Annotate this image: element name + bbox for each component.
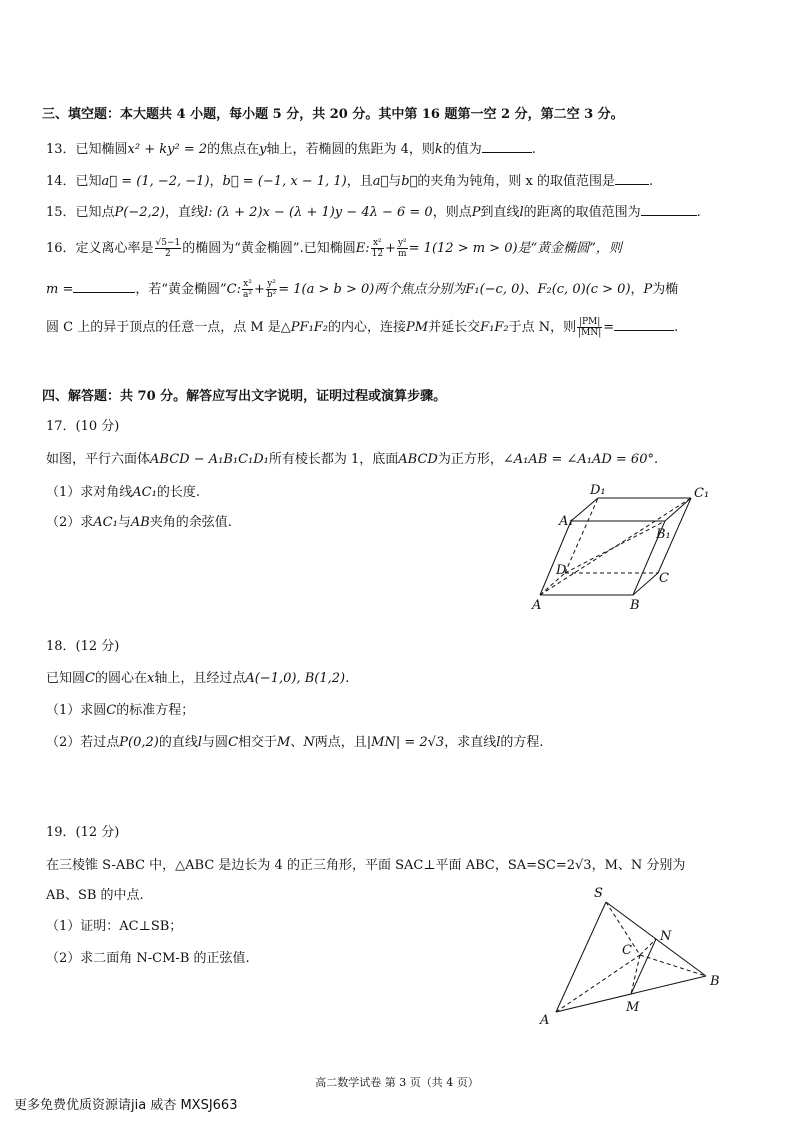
- label-B1: B₁: [656, 527, 671, 542]
- edge-CB-hidden: [640, 955, 706, 976]
- question-14: 14．已知a⃗ = (1, −2, −1)，b⃗ = (−1, x − 1, 1)，且a⃗与b⃗的夹角为钝角，则 x 的取值范围是 .: [46, 170, 653, 191]
- q18-text-a: 已知圆: [46, 671, 86, 686]
- q19-statement-line-1: 在三棱锥 S-ABC 中，△ABC 是边长为 4 的正三角形，平面 SAC⊥平面 ABC，SA=SC=2√3，M、N 分别为: [46, 858, 686, 873]
- q18-p2-c: 与圆: [202, 735, 229, 750]
- q18-p2-h: 的方程.: [500, 735, 544, 750]
- q16-text-f: 、: [524, 282, 538, 297]
- q14-a-ref: a⃗: [372, 174, 389, 189]
- q16-frac-xa-den: a²: [242, 290, 252, 300]
- q16-ratio-fraction: [577, 317, 602, 338]
- q15-answer-blank: [641, 201, 697, 216]
- q16-answer-blank-2: [614, 316, 674, 331]
- q13-text-c: 轴上，若椭圆的焦距为 4，则: [266, 142, 435, 157]
- q18-circle-c: C: [85, 671, 95, 686]
- q14-vector-a: a⃗ = (1, −2, −1): [101, 174, 210, 189]
- q15-text-c: ，则点: [432, 205, 472, 220]
- q16-focus-1: F₁(−c, 0): [465, 282, 525, 297]
- watermark-text: 更多免费优质资源请jia 威杏 MXSJ663: [14, 1098, 238, 1113]
- q16-ratio-den: |MN|: [578, 328, 602, 338]
- page-footer: 高二数学试卷 第 3 页（共 4 页）: [315, 1076, 479, 1089]
- label-A: A: [532, 598, 542, 613]
- q15-text-b: ，直线: [165, 205, 205, 220]
- q16-text-i: 圆 C 上的异于顶点的任意一点，点 M 是△: [46, 320, 291, 335]
- q13-y-axis: y: [259, 142, 267, 157]
- edge-A1D1: [571, 498, 598, 521]
- q18-statement: [46, 670, 349, 688]
- segment-CN-hidden: [640, 939, 656, 955]
- label-N: N: [660, 929, 672, 944]
- q16-text-e: = 1(a > b > 0)两个焦点分别为: [278, 282, 466, 297]
- q18-p1-a: （1）求圆: [46, 703, 107, 718]
- q16-frac-xa: [242, 279, 253, 300]
- q16-plus-2: +: [253, 282, 265, 297]
- q16-frac-y-den: m: [398, 249, 407, 259]
- q13-text-d: 的值为: [442, 142, 482, 157]
- label-D1: D₁: [590, 483, 606, 498]
- q16-text-a: 16．定义离心率是: [46, 241, 154, 256]
- q13-answer-blank: [482, 138, 532, 153]
- q19-statement-line-2: AB、SB 的中点.: [46, 888, 144, 903]
- q18-p2-f: 两点，且: [314, 735, 367, 750]
- q18-c-1: C: [106, 703, 117, 718]
- label-D: D: [556, 563, 567, 578]
- q16-answer-blank-1: [73, 278, 135, 293]
- edge-B1C1: [665, 498, 691, 521]
- q17-p2-b: 与: [117, 515, 131, 530]
- q16-frac-y: [397, 238, 408, 259]
- q17-p1-a: （1）求对角线: [46, 485, 133, 500]
- q18-p2-a: （2）若过点: [46, 735, 120, 750]
- q16-ellipse-e: E:: [355, 241, 370, 256]
- label-B: B: [630, 598, 640, 613]
- q17-p2-c: 夹角的余弦值.: [149, 515, 232, 530]
- q16-text-k: 并延长交: [428, 320, 481, 335]
- q14-text-d: 与: [388, 174, 402, 189]
- q18-text-b: 的圆心在: [94, 671, 147, 686]
- q17-text-a: 如图，平行六面体: [46, 452, 151, 467]
- q15-p-ref: P: [471, 205, 481, 220]
- q16-text-b: 的椭圆为“黄金椭圆”.已知椭圆: [182, 241, 356, 256]
- section-4-heading: 四、解答题：共 70 分。解答应写出文字说明，证明过程或演算步骤。: [42, 389, 447, 404]
- edge-AA1: [540, 521, 571, 595]
- q18-p2-b: 的直线: [158, 735, 198, 750]
- q19-title: 19．(12 分): [46, 825, 120, 840]
- q18-m: M: [277, 735, 291, 750]
- label-C: C: [622, 943, 632, 958]
- q18-part-2: [46, 734, 544, 752]
- q16-ecc-den: 2: [165, 249, 171, 259]
- q18-text-c: 轴上，且经过点: [154, 671, 246, 686]
- q17-ac1: AC₁: [132, 485, 157, 500]
- q19-part-1: （1）证明：AC⊥SB；: [46, 919, 183, 934]
- q17-p2-a: （2）求: [46, 515, 94, 530]
- q16-text-n: =: [603, 320, 615, 335]
- q16-text-g: ，: [630, 282, 644, 297]
- q16-text-j: 的内心，连接: [328, 320, 407, 335]
- q18-n: N: [303, 735, 315, 750]
- q18-p2-d: 相交于: [238, 735, 278, 750]
- q18-x-axis: x: [146, 671, 155, 686]
- q17-ac1-b: AC₁: [93, 515, 118, 530]
- q17-parallelepiped-figure: [528, 478, 728, 614]
- q16-eccentricity-fraction: [155, 238, 182, 259]
- label-A: A: [540, 1013, 550, 1028]
- q13-ellipse-equation: x² + ky² = 2: [127, 142, 208, 157]
- edge-DD1-hidden: [565, 498, 598, 573]
- q15-text-a: 15．已知点: [46, 205, 115, 220]
- q18-l-2: l: [496, 735, 501, 750]
- q17-p1-b: 的长度.: [156, 485, 200, 500]
- q14-text-e: 的夹角为钝角，则 x 的取值范围是: [417, 174, 616, 189]
- q15-line-l: l: (λ + 2)x − (λ + 1)y − 4λ − 6 = 0: [204, 205, 433, 220]
- q16-frac-x-den: 12: [371, 249, 384, 259]
- q16-frac-yb-den: b²: [266, 290, 277, 300]
- q13-text-a: 13．已知椭圆: [46, 142, 128, 157]
- q16-frac-yb: [266, 279, 277, 300]
- q18-line-l: l: [197, 735, 203, 750]
- q17-part-1: [46, 484, 200, 502]
- q17-text-b: 所有棱长都为 1，底面: [268, 452, 399, 467]
- q16-p: P: [643, 282, 653, 297]
- q17-base: ABCD: [398, 452, 438, 467]
- q16-ellipse-c: C:: [226, 282, 241, 297]
- q18-p1-b: 的标准方程；: [116, 703, 195, 718]
- question-15: 15．已知点P(−2,2)，直线l: (λ + 2)x − (λ + 1)y − 4λ − 6 = 0，则点P到直线l的距离的取值范围为 .: [46, 201, 701, 222]
- q14-answer-blank: [615, 170, 649, 185]
- question-13: 13．已知椭圆x² + ky² = 2的焦点在y轴上，若椭圆的焦距为 4，则k的值为 .: [46, 138, 536, 159]
- label-A1: A₁: [559, 514, 574, 529]
- q16-text-l: 于点 N，则: [508, 320, 577, 335]
- q17-title: 17．(10 分): [46, 419, 120, 434]
- q16-text-d: ，若“黄金椭圆”: [135, 282, 227, 297]
- segment-NM: [631, 939, 656, 994]
- q16-frac-x-num: x²: [371, 238, 384, 249]
- label-C1: C₁: [694, 486, 710, 501]
- q15-text-d: 到直线: [480, 205, 520, 220]
- q16-triangle: PF₁F₂: [290, 320, 329, 335]
- label-S: S: [594, 886, 603, 901]
- q17-parallelepiped: ABCD − A₁B₁C₁D₁: [150, 452, 269, 467]
- q15-text-e: 的距离的取值范围为: [523, 205, 641, 220]
- q16-frac-x: [371, 238, 384, 259]
- q14-vector-b: b⃗ = (−1, x − 1, 1): [222, 174, 347, 189]
- q17-angle: ∠A₁AB = ∠A₁AD = 60°.: [502, 452, 659, 467]
- q18-p2-e: 、: [290, 735, 304, 750]
- q14-text-b: ，: [209, 174, 223, 189]
- label-B: B: [710, 974, 720, 989]
- label-C: C: [659, 571, 669, 586]
- question-16-line-3: 圆 C 上的异于顶点的任意一点，点 M 是△PF₁F₂的内心，连接PM并延长交F₁F₂于点 N，则 $\frac{|PM|}{|MN|}$ = .: [46, 317, 679, 338]
- q14-text-a: 14．已知: [46, 174, 102, 189]
- section-3-heading: 三、填空题：本大题共 4 小题，每小题 5 分，共 20 分。其中第 16 题第一空 2 分，第二空 3 分。: [42, 107, 624, 122]
- q16-ratio-num: |PM|: [579, 317, 601, 327]
- q13-text-b: 的焦点在: [207, 142, 260, 157]
- edge-BC: [633, 573, 658, 595]
- q18-part-1: [46, 702, 194, 720]
- q19-pyramid-figure: [530, 880, 730, 1030]
- question-16-line-1: [46, 238, 622, 259]
- q18-c-2: C: [228, 735, 239, 750]
- q16-text-c: = 1(12 > m > 0)是“黄金椭圆”，则: [408, 241, 622, 256]
- q19-part-2: （2）求二面角 N-CM-B 的正弦值.: [46, 951, 250, 966]
- q18-points: A(−1,0), B(1,2).: [245, 671, 350, 686]
- q16-f1f2: F₁F₂: [480, 320, 509, 335]
- q18-title: 18．(12 分): [46, 639, 120, 654]
- q16-frac-y-num: y²: [397, 238, 407, 248]
- q17-part-2: [46, 514, 232, 532]
- q18-point-p: P(0,2): [119, 735, 159, 750]
- q16-frac-xa-num: x²: [243, 279, 252, 289]
- q17-ab: AB: [130, 515, 150, 530]
- q16-pm: PM: [406, 320, 429, 335]
- q16-ecc-num: √5−1: [155, 238, 181, 248]
- q17-statement: [46, 451, 658, 469]
- segment-CM-hidden: [631, 955, 640, 994]
- q16-focus-2: F₂(c, 0)(c > 0): [537, 282, 631, 297]
- q15-point-p: P(−2,2): [114, 205, 166, 220]
- q18-chord-length: |MN| = 2√3: [366, 735, 445, 750]
- q16-plus: +: [385, 241, 396, 256]
- diagonal-DB1: [565, 521, 665, 573]
- q15-l-ref: l: [519, 205, 524, 220]
- q14-text-c: ，且: [346, 174, 373, 189]
- question-16-line-2: [46, 278, 678, 300]
- q16-text-h: 为椭: [652, 282, 679, 297]
- q13-k: k: [434, 142, 443, 157]
- q14-b-ref: b⃗: [401, 174, 418, 189]
- q17-text-c: 为正方形，: [437, 452, 503, 467]
- q16-m-eq: m =: [46, 282, 74, 297]
- label-M: M: [626, 1000, 640, 1015]
- q16-frac-yb-num: y²: [267, 279, 276, 289]
- q18-p2-g: ，求直线: [444, 735, 497, 750]
